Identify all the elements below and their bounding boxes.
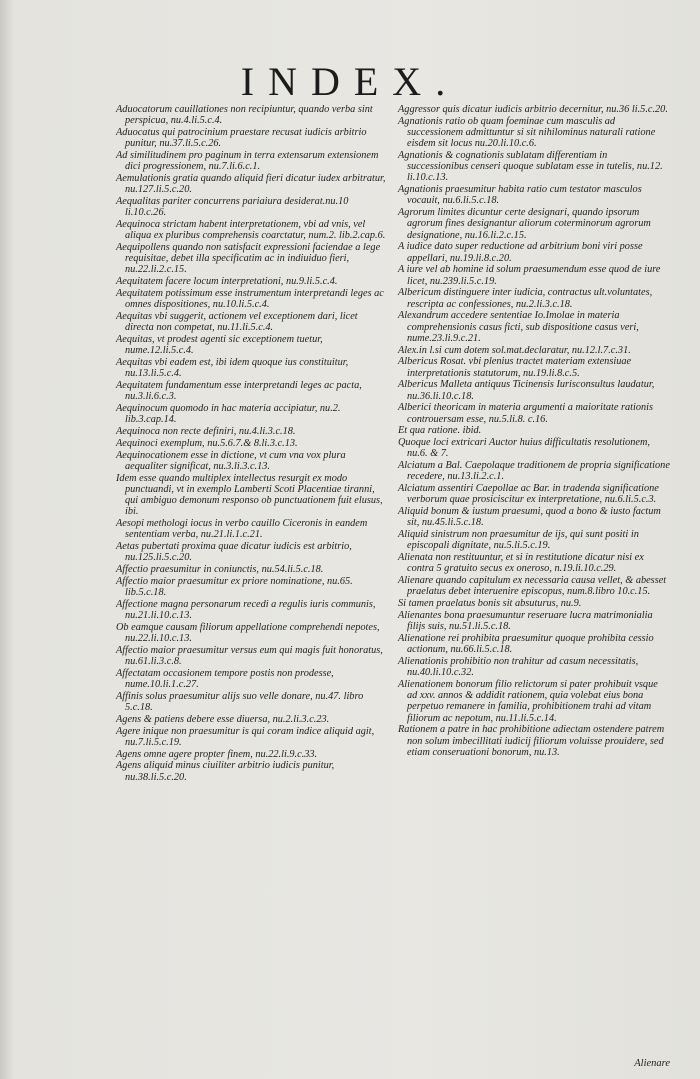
index-entry: Quoque loci extricari Auctor huius difficultatis resolutionem, nu.6. & 7. [398,437,650,460]
index-entry: Aliquid bonum & iustum praesumi, quod a bono & iusto factum sit, nu.45.li.5.c.18. [398,506,661,529]
index-entry: Affectio praesumitur in coniunctis, nu.54.li.5.c.18. [116,564,324,575]
index-entry: Aequalitas pariter concurrens pariaiura desiderat.nu.10 li.10.c.26. [116,196,349,219]
index-entry: Agens omne agere propter finem, nu.22.li.9.c.33. [116,748,318,760]
index-entry: Aequitas, vt prodest agenti sic exceptionem tuetur, nume.12.li.5.c.4. [116,334,323,357]
index-entry: Aequinoca strictam habent interpretationem, vbi ad vnis, vel aliqua ex pluribus comprehensis coarctatur, num.2. lib.2.cap.6. [116,219,386,242]
index-entry: Agere inique non praesumitur is qui coram indice aliquid agit, nu.7.li.5.c.19. [116,725,375,748]
index-entry: Alienantes bona praesumuntur reseruare lucra matrimonialia filijs suis, nu.51.li.5.c.18. [398,610,653,633]
index-entry: Alex.in l.si cum dotem sol.mat.declaratur, nu.12.l.7.c.31. [398,344,631,356]
right-column [398,104,670,759]
index-entry: Aequitas vbi eadem est, ibi idem quoque ius constituitur, nu.13.li.5.c.4. [116,357,349,380]
index-entry: Si tamen praelatus bonis sit absuturus, nu.9. [398,598,582,610]
index-entry: Aequinoci exemplum, nu.5.6.7.& 8.li.3.c.13. [116,437,298,449]
index-entry: Aduocatus qui patrocinium praestare recusat iudicis arbitrio punitur, nu.37.li.5.c.26. [116,127,367,150]
index-entry: Affectatam occasionem tempore postis non prodesse, nume.10.li.1.c.27. [116,667,334,690]
index-entry: Alexandrum accedere sententiae Io.Imolae in materia comprehensionis casus ficti, sub dispositione casus veri, nume.23.li.9.c.21. [398,310,639,344]
index-entry: Ob eamque causam filiorum appellatione comprehendi nepotes, nu.22.li.10.c.13. [116,621,380,644]
index-entry: A iudice dato super reductione ad arbitrium boni viri posse appellari, nu.19.li.8.c.20. [398,241,643,264]
left-column [116,104,388,783]
index-entry: Affectio maior praesumitur ex priore nominatione, nu.65. lib.5.c.18. [116,575,353,598]
index-entry: Alciatum a Bal. Caepolaque traditionem de propria significatione recedere, nu.13.li.2.c.1. [398,460,670,483]
index-entry: Aequinoca non recte definiri, nu.4.li.3.c.18. [116,426,296,437]
index-entry: Aequitatem fundamentum esse interpretandi leges ac pacta, nu.3.li.6.c.3. [116,380,362,403]
index-entry: Affectio maior praesumitur versus eum qui magis fuit honoratus, nu.61.li.3.c.8. [116,644,383,667]
index-entry: Alienatione rei prohibita praesumitur quoque prohibita cessio actionum, nu.66.li.5.c.18. [398,633,654,656]
index-entry: Albericus Malleta antiquus Ticinensis Iurisconsultus laudatur, nu.36.li.10.c.18. [398,379,655,402]
catchword: Alienare [634,1058,670,1069]
index-entry: Alienationis prohibitio non trahitur ad casum necessitatis, nu.40.li.10.c.32. [398,656,639,679]
index-entry: Albericus Rosat. vbi plenius tractet materiam extensiuae interpretationis statutorum, nu.19.li.8.c.5. [398,356,632,379]
index-entry: Alciatum assentiri Caepollae ac Bar. in tradenda significatione verborum quae prosiciscitur ex interpretatione, nu.6.li.5.c.3. [398,483,659,506]
index-entry: Alienationem bonorum filio relictorum si pater prohibuit vsque ad xxv. annos & addidit rationem, quia volebat eius bona perpetuo remanere in familia, prohibitionem trahi ad vitam filiorum ac nepotum, nu.11.li.5.c.14. [398,679,658,724]
index-entry: Agnationis & cognationis sublatam differentiam in successionibus censeri quoque sublatam esse in tutelis, nu.12. li.10.c.13. [398,150,663,184]
index-entry: Aduocatorum cauillationes non recipiuntur, quando verba sint perspicua, nu.4.li.5.c.4. [116,104,373,127]
index-entry: Aequinocationem esse in dictione, vt cum vna vox plura aequaliter significat, nu.3.li.3.c.13. [116,449,346,472]
index-entry: Agens & patiens debere esse diuersa, nu.2.li.3.c.23. [116,713,330,725]
index-entry: Albericum distinguere inter iudicia, contractus ult.voluntates, rescripta ac confessiones, nu.2.li.3.c.18. [398,287,653,310]
index-entry: Aemulationis gratia quando aliquid fieri dicatur iudex arbitratur, nu.127.li.5.c.20. [116,173,386,196]
index-entry: Aequitas vbi suggerit, actionem vel exceptionem dari, licet directa non competat, nu.11.li.5.c.4. [116,311,358,334]
index-entry: Agrorum limites dicuntur certe designari, quando ipsorum agrorum fines designantur aliorum coterminorum agrorum designatione, nu.16.li.2.c.15. [398,207,651,241]
page-title: INDEX. [240,59,460,104]
index-entry: Alberici theoricam in materia argumenti a maioritate rationis controuersam esse, nu.5.li.8. c.16. [398,402,654,425]
index-entry: Aetas pubertati proxima quae dicatur iudicis est arbitrio, nu.125.li.5.c.20. [116,541,352,564]
index-entry: Idem esse quando multiplex intellectus resurgit ex modo punctuandi, vt in exemplo Lamberti Scoti Placentiae tiranni, qui ambiguo demonum responso ob punctuationem fuit elusus, ibi. [116,472,383,518]
index-entry: Agnationis ratio ob quam foeminae cum masculis ad successionem admittuntur si sit nihilominus naturali ratione eisdem sit locus nu.20.li.10.c.6. [398,115,656,150]
index-entry: Aequipollens quando non satisfacit expressioni faciendae a lege requisitae, debet illa specificatim ac in indiuiduo fieri, nu.22.li.2.c.15. [116,242,381,276]
index-entry: Alienata non restituuntur, et si in restitutione dicatur nisi ex contra 5 gratuito secus ex oneroso, n.19.li.10.c.29. [398,552,644,575]
index-entry: Ad similitudinem pro paginum in terra extensarum extensionem dici progressionem, nu.7.li.6.c.1. [116,150,379,173]
index-entry: Et qua ratione. ibid. [398,425,482,437]
index-entry: Aequitatem facere locum interpretationi, nu.9.li.5.c.4. [116,276,338,288]
index-entry: Aesopi methologi iocus in verbo cauillo Ciceronis in eandem sententiam verba, nu.21.li.1.c.21. [116,518,368,541]
index-entry: Aequitatem potissimum esse instrumentum interpretandi leges ac omnes dispositiones, nu.10.li.5.c.4. [116,288,384,311]
index-entry: Affectione magna personarum recedi a regulis iuris communis, nu.21.li.10.c.13. [116,598,376,621]
index-entry: Rationem a patre in hac prohibitione adiectam ostendere patrem non solum imbecillitati iudicij filiorum voluisse prouidere, sed etiam conseruationi bonorum, nu.13. [398,724,665,758]
index-entry: A iure vel ab homine id solum praesumendum esse quod de iure licet, nu.239.li.5.c.19. [398,264,661,287]
index-entry: Aliquid sinistrum non praesumitur de ijs, qui sunt positi in episcopali dignitate, nu.5.li.5.c.19. [398,529,639,552]
index-entry: Aggressor quis dicatur iudicis arbitrio decernitur, nu.36 li.5.c.20. [398,104,668,115]
index-entry: Agnationis praesumitur habita ratio cum testator masculos vocauit, nu.6.li.5.c.18. [398,184,642,207]
index-entry: Agens aliquid minus ciuiliter arbitrio iudicis punitur, nu.38.li.5.c.20. [116,760,335,783]
index-entry: Affinis solus praesumitur alijs suo velle donare, nu.47. libro 5.c.18. [116,690,364,713]
index-entry: Alienare quando capitulum ex necessaria causa vellet, & abesset praelatus debet interuenire episcopus, num.8.libro 10.c.15. [398,575,667,598]
index-entry: Aequinocum quomodo in hac materia accipiatur, nu.2. lib.3.cap.14. [116,403,341,426]
